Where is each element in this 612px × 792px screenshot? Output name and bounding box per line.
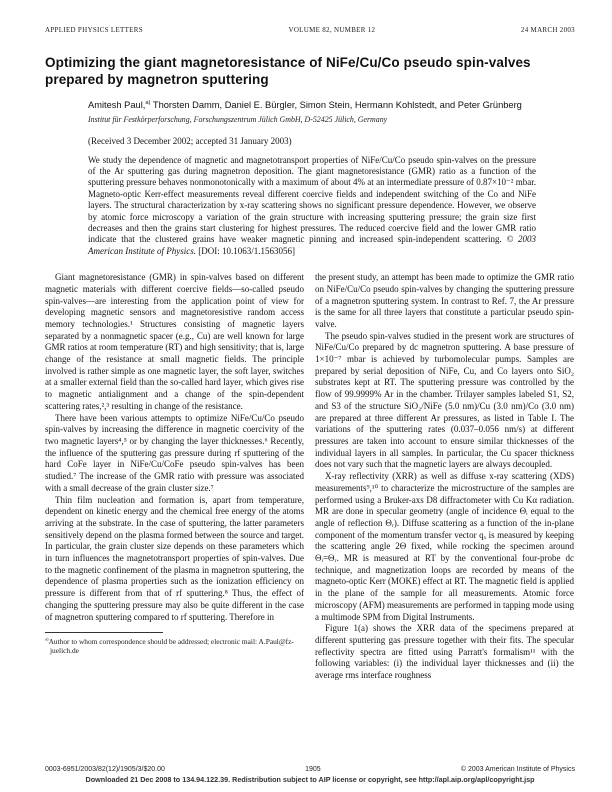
author-names-cont: Thorsten Damm, Daniel E. Bürgler, Simon Stein, Hermann Kohlstedt, and Peter Grünberg bbox=[150, 100, 522, 110]
affiliation: Institut für Festkörperforschung, Forschungszentrum Jülich GmbH, D-52425 Jülich, Germany bbox=[88, 114, 388, 124]
body-paragraph: Thin film nucleation and formation is, apart from temperature, dependent on kinetic energy and the chemical free energy of the atoms arriving at the substrate. In the case of sputtering, the latter parameters sensitively depend on the plasma formed between the source and target. In particular, the grain cluster size depends on these parameters which in turn influences the magnetotransport properties of spin-valves. Due to the magnetic confinement of the plasma in magnetron sputtering, the dependence of plasma properties such as the ionization efficiency on pressure is different from that of rf sputtering.⁸ Thus, the effect of changing the sputtering pressure may also be quite different in the case of magnetron sputtering compared to rf sputtering. Therefore in bbox=[45, 494, 304, 622]
issn-price: 0003-6951/2003/82(12)/1905/3/$20.00 bbox=[45, 766, 165, 773]
abstract-copyright: © 2003 American Institute of Physics. bbox=[88, 234, 536, 256]
left-column bbox=[45, 272, 304, 682]
author-list bbox=[88, 100, 558, 112]
footer-copyright: © 2003 American Institute of Physics bbox=[460, 766, 575, 773]
footer-imprint bbox=[45, 766, 575, 773]
issue-date: 24 MARCH 2003 bbox=[520, 26, 575, 34]
download-stamp: Downloaded 21 Dec 2008 to 134.94.122.39. Redistribution subject to AIP license or copyright, see http://apl.aip.org/apl/copyright.jsp bbox=[85, 775, 535, 784]
author-names: Amitesh Paul, bbox=[88, 100, 146, 110]
footnote-marker: a) bbox=[45, 636, 49, 642]
body-columns bbox=[45, 272, 575, 682]
page-footer bbox=[45, 766, 575, 784]
article-title: Optimizing the giant magnetoresistance of NiFe/Cu/Co pseudo spin-valves prepared by magnetron sputtering bbox=[45, 55, 531, 87]
byline bbox=[88, 100, 558, 124]
body-paragraph: Giant magnetoresistance (GMR) in spin-valves based on different magnetic materials with different coercive fields—so-called pseudo spin-valves—are interesting from the application point of view for developing magnetic sensors and magnetoresistive random access memory technologies.¹ Structures consisting of magnetic layers separated by a nonmagnetic spacer (e.g., Cu) are well known for large GMR ratios at room temperature (RT) and high sensitivity; that is, large change of the resistance at small magnetic fields. The principle involved is rather simple as one magnetic layer, the soft layer, switches at a smaller external field than the so-called hard layer, which gives rise to magnetic antialignment and a change of the spin-dependent scattering rates,²,³ resulting in change of the resistance. bbox=[45, 272, 304, 411]
body-paragraph: The pseudo spin-valves studied in the present work are structures of NiFe/Cu/Co prepared by dc magnetron sputtering. A base pressure of 1×10⁻⁷ mbar is achieved by turbomolecular pumps. Samples are prepared by serial deposition of NiFe, Cu, and Co layers onto SiO₂ substrates kept at RT. The sputtering pressure was controlled by the flow of 99.9999% Ar in the chamber. Trilayer samples labeled S1, S2, and S3 of the structure SiO₂/NiFe (5.0 nm)/Cu (3.0 nm)/Co (3.0 nm) are prepared at three different Ar pressures, as listed in Table I. The variations of the sputtering rates (0.037–0.056 nm/s) at different pressures are taken into account to ensure similar thicknesses of the individual layers in all samples. In particular, the Cu spacer thickness does not vary such that the magnetic layers are always decoupled. bbox=[315, 330, 574, 470]
volume-number: VOLUME 82, NUMBER 12 bbox=[288, 26, 376, 34]
body-paragraph: X-ray reflectivity (XRR) as well as diffuse x-ray scattering (XDS) measurements⁹,¹⁰ to characterize the microstructure of the samples are performed using a Bruker-axs D8 diffractometer with Cu Kα radiation. MR are done in specular geometry (angle of incidence Θᵢ equal to the angle of reflection Θᵣ). Diffuse scattering as a function of the in-plane component of the momentum transfer vector qₓ is measured by keeping the scattering angle 2Θ fixed, while rocking the specimen around Θᵢ=Θᵣ. MR is measured at RT by the conventional four-probe dc technique, and magnetization loops are recorded by means of the magneto-optic Kerr (MOKE) effect at RT. The magnetic field is applied in the plane of the sample for all measurements. Atomic force microscopy (AFM) measurements are performed in tapping mode using a multimode SPM from Digital Instruments. bbox=[315, 471, 574, 622]
running-header bbox=[45, 26, 575, 34]
body-paragraph: Figure 1(a) shows the XRR data of the specimens prepared at different sputtering gas pressure together with their fits. The specular reflectivity spectra are fitted using Parratt's formalism¹¹ with the following variables: (i) the individual layer thicknesses and (ii) the average rms interface roughness bbox=[315, 623, 574, 681]
abstract bbox=[88, 155, 536, 258]
right-column bbox=[315, 272, 574, 682]
footnote-text: $^{a)}$Author to whom correspondence should be addressed; electronic mail: A.Paul@fz-juelich.de bbox=[45, 636, 294, 656]
doi: [DOI: 10.1063/1.1563056] bbox=[195, 245, 295, 256]
body-paragraph: the present study, an attempt has been made to optimize the GMR ratio on NiFe/Cu/Co pseudo spin-valves by changing the sputtering pressure of a magnetron sputtering system. In contrast to Ref. 7, the Ar pressure is the same for all three layers that constitute a particular pseudo spin-valve. bbox=[315, 272, 574, 329]
abstract-text: We study the dependence of magnetic and magnetotransport properties of NiFe/Cu/Co pseudo spin-valves on the pressure of the Ar sputtering gas during magnetron deposition. The giant magnetoresistance (GMR) ratio as a function of the sputtering pressure behaves nonmonotonically with a maximum of about 4% at an intermediate pressure of 0.87×10⁻² mbar. Magneto-optic Kerr-effect measurements reveal different coercive fields and independent switching of the Co and NiFe layers. The structural characterization by x-ray scattering shows no significant pressure dependence. However, we observe by atomic force microscopy a variation of the grain structure with increasing sputtering pressure; the grain size first decreases and then the grains start clustering for highest pressures. The reduced coercive field and the lower GMR ratio indicate that the clustered grains have weaker magnetic pinning and increased spin-independent scattering. bbox=[88, 154, 536, 245]
body-paragraph: There have been various attempts to optimize NiFe/Cu/Co pseudo spin-valves by increasing the difference in magnetic coercivity of the two magnetic layers⁴,⁵ or by changing the layer thicknesses.⁶ Recently, the influence of the sputtering gas pressure during rf sputtering of the hard CoFe layer in NiFe/Cu/CoFe pseudo spin-valves has been studied.⁷ The increase of the GMR ratio with pressure was associated with a small decrease of the grain cluster size.⁷ bbox=[45, 412, 304, 493]
received-dates: (Received 3 December 2002; accepted 31 January 2003) bbox=[88, 135, 292, 146]
corresponding-author-mark: a) bbox=[145, 99, 151, 106]
author-footnote bbox=[45, 632, 295, 655]
footnote-rule bbox=[45, 632, 163, 633]
page-number: 1905 bbox=[305, 766, 321, 773]
journal-name: APPLIED PHYSICS LETTERS bbox=[45, 26, 143, 34]
